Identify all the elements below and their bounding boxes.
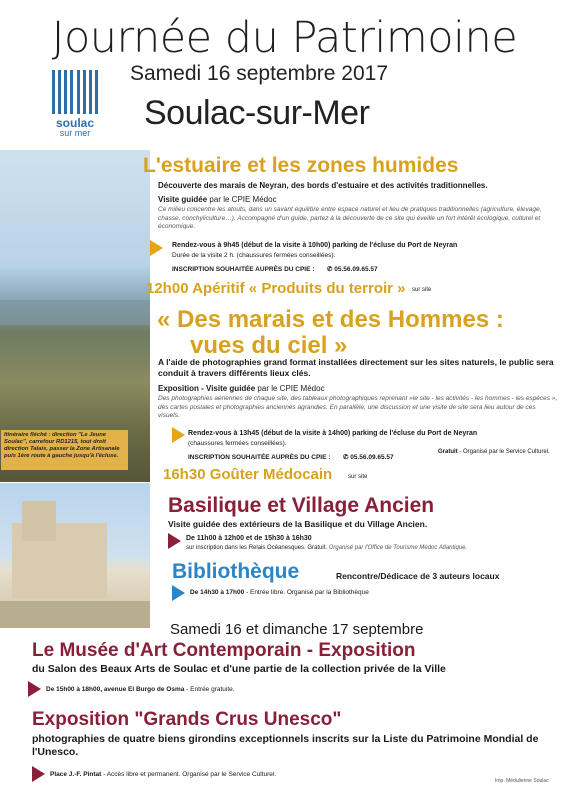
- s5-sub: du Salon des Beaux Arts de Soulac et d'une partie de la collection privée de la Ville: [32, 663, 446, 675]
- s1-phone: ✆ 05.56.09.65.57: [327, 266, 378, 273]
- s3-insc-text: sur inscription dans les Relais Océanesques. Gratuit.: [186, 545, 328, 551]
- s3-title: Basilique et Village Ancien: [168, 494, 435, 517]
- s4-title: Bibliothèque: [172, 560, 300, 583]
- s5-rest: - Entrée gratuite.: [184, 686, 235, 693]
- s4-time: [190, 588, 369, 597]
- page-title: Journée du Patrimoine: [51, 13, 518, 63]
- aperitif-title: 12h00 Apéritif « Produits du terroir »: [146, 280, 406, 297]
- s3-sub: Visite guidée des extérieurs de la Basilique et du Village Ancien.: [168, 519, 428, 529]
- printer-credit: Imp. Médulienne Soulac: [495, 778, 549, 784]
- s1-desc: Ce milieu concentre les atouts, dans un savant équilibre entre espace naturel et lieu de pratiques traditionnelles (agriculture, élevage, chasse, conchyliculture…). Accompagné d'un guide, partez à la découverte de ce site qui éveille un fort intérêt écologique, culturel et économique.: [158, 206, 542, 230]
- event-date: Samedi 16 septembre 2017: [130, 62, 388, 85]
- s6-title: Exposition "Grands Crus Unesco": [32, 709, 342, 730]
- aperitif-place: sur site: [412, 287, 432, 293]
- s5-time-text: De 15h00 à 18h00, avenue El Burgo de Osma: [46, 686, 185, 693]
- s2-sub: A l'aide de photographies grand format installées directement sur les sites naturels, le public sera conduit à travers différents lieux clés.: [158, 357, 554, 378]
- soulac-logo: [52, 70, 98, 138]
- s1-duration: Durée de la visite 2 h. (chaussures fermées conseillées).: [172, 252, 336, 259]
- s2-title-2: vues du ciel »: [190, 332, 348, 359]
- logo-tagline: sur mer: [59, 128, 91, 138]
- s3-arrow-icon: [168, 533, 181, 549]
- s1-title: L'estuaire et les zones humides: [143, 154, 459, 177]
- s2-free-label: Gratuit: [438, 449, 458, 455]
- s2-phone: ✆ 05.56.09.65.57: [343, 454, 394, 461]
- route-caption: Itinéraire fléché : direction "Le Jeune Soulac", carrefour RD1215, tout droit direction Talais, passer la Zone Artisanale puis 1ère route à gauche jusqu'à l'écluse.: [1, 430, 128, 470]
- s3-org: Organisé par l'Office de Tourisme Médoc Atlantique.: [327, 545, 468, 551]
- basilica-photo: [0, 483, 150, 628]
- s4-time-text: De 14h30 à 17h00: [190, 589, 245, 596]
- s2-desc: Des photographies aériennes de chaque site, des tableaux photographiques reprenant »le site - les activités - les hommes - les espèces », des cartes postales et photographies anciennes agrandies. En parallèle, une discussion et une visite de site sera lieu autour de ces visuels.: [158, 395, 558, 419]
- s6-rest: - Accès libre et permanent. Organisé par le Service Culturel.: [101, 771, 277, 778]
- gouter-title: 16h30 Goûter Médocain: [163, 466, 333, 483]
- s5-arrow-icon: [28, 681, 41, 697]
- s6-place-text: Place J.-F. Pintat: [50, 771, 102, 778]
- s6-sub: photographies de quatre biens girondins exceptionnels inscrits sur la Liste du Patrimoine Mondial de l'Unesco.: [32, 733, 539, 758]
- s4-sub: Rencontre/Dédicace de 3 auteurs locaux: [336, 571, 500, 581]
- s1-sub: Découverte des marais de Neyran, des bords d'estuaire et des activités traditionnelles.: [158, 181, 488, 190]
- s2-shoes: (chaussures fermées conseillées).: [188, 440, 287, 447]
- s2-free: [438, 449, 550, 455]
- s1-guide-label: Visite guidée: [158, 195, 208, 204]
- s2-guide-label: Exposition - Visite guidée: [158, 384, 256, 393]
- s2-arrow-icon: [172, 427, 185, 443]
- logo-name: soulac: [55, 116, 94, 130]
- s3-time: De 11h00 à 12h00 et de 15h30 à 16h30: [186, 535, 312, 542]
- s2-rdv: Rendez-vous à 13h45 (début de la visite à 14h00) parking de l'écluse du Port de Neyran: [188, 430, 478, 437]
- s5-title: Le Musée d'Art Contemporain - Exposition: [32, 640, 416, 661]
- s1-arrow-icon: [150, 240, 163, 256]
- event-town: Soulac-sur-Mer: [144, 94, 370, 132]
- s6-arrow-icon: [32, 766, 45, 782]
- s1-guide: [158, 195, 277, 204]
- s1-guide-by: par le CPIE Médoc: [207, 195, 277, 204]
- s5-time: [46, 685, 235, 694]
- s2-guide-by: par le CPIE Médoc: [255, 384, 325, 393]
- s2-free-org: - Organisé par le Service Culturel.: [457, 449, 550, 455]
- s4-rest: - Entrée libre. Organisé par la Bibliothèque: [244, 589, 369, 596]
- s6-place: [50, 770, 276, 779]
- s1-insc: INSCRIPTION SOUHAITÉE AUPRÈS DU CPIE :: [172, 266, 315, 273]
- s2-insc: INSCRIPTION SOUHAITÉE AUPRÈS DU CPIE :: [188, 454, 331, 461]
- s1-rdv: Rendez-vous à 9h45 (début de la visite à 10h00) parking de l'écluse du Port de Neyran: [172, 242, 458, 249]
- s2-title-1: « Des marais et des Hommes :: [157, 306, 504, 333]
- s2-guide: [158, 384, 325, 393]
- weekend-date: Samedi 16 et dimanche 17 septembre: [170, 621, 424, 638]
- s3-insc: [186, 544, 467, 553]
- s4-arrow-icon: [172, 585, 185, 601]
- gouter-place: sur site: [348, 474, 368, 480]
